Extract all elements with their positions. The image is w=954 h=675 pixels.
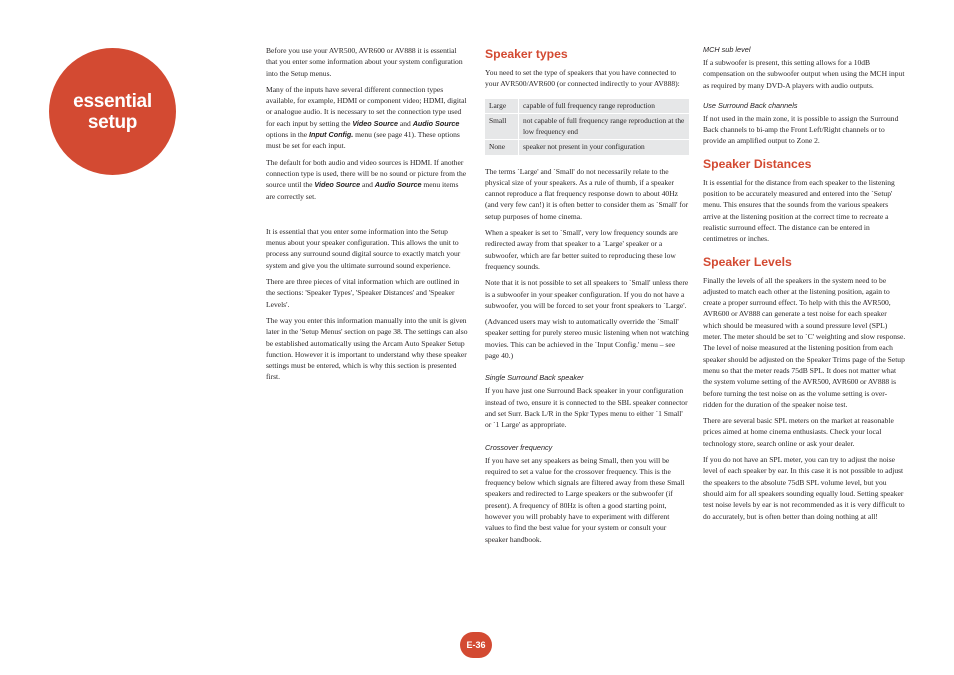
table-cell-type: Small: [485, 114, 519, 139]
table-cell-type: None: [485, 140, 519, 155]
heading-speaker-distances: Speaker Distances: [703, 156, 812, 171]
paragraph: There are several basic SPL meters on the market at reasonable prices aimed at home cinema enthusiasts. Check your local technology store, search online or ask your dealer.: [703, 416, 894, 448]
section-title-line-1: essential: [73, 90, 152, 112]
paragraph: If you do not have an SPL meter, you can try to adjust the noise level of each speaker by ear. In this case it is not possible to adjust the speakers to the absolute 75dB SPL volume level, but you should aim for all speakers sounding equally loud. Setting speaker test noise levels by ear is not recommended as it is very difficult to do accurately, but is often better than doing nothing at all!: [703, 455, 905, 521]
section-badge: [49, 48, 176, 175]
paragraph: The way you enter this information manually into the unit is given later in the 'Setup Menus' section on page 38. The settings can also be established automatically using the Arcam Auto Speaker Setup function. However it is important to understand why these speaker settings must be entered, which is why this section is presented first.: [266, 315, 468, 382]
subheading-crossover-frequency: Crossover frequency: [485, 442, 553, 452]
table-cell-description: speaker not present in your configuration: [519, 140, 689, 155]
heading-speaker-levels: Speaker Levels: [703, 254, 792, 269]
paragraph: There are three pieces of vital information which are outlined in the sections: 'Speaker Types', 'Speaker Distances' and 'Speaker Levels'.: [266, 277, 460, 309]
paragraph: If a subwoofer is present, this setting allows for a 10dB compensation on the subwoofer output when using the MCH input as required by many DVD-A players with audio outputs.: [703, 58, 905, 90]
table-cell-description: not capable of full frequency range reproduction at the low frequency end: [519, 114, 689, 139]
paragraph: (Advanced users may wish to automatically override the `Small' speaker setting for purely stereo music listening when not watching movies. This can be achieved in the `Input Config.' menu – see page 40.): [485, 317, 689, 361]
subheading-single-surround-back: Single Surround Back speaker: [485, 373, 584, 383]
paragraph: Finally the levels of all the speakers in the system need to be adjusted to match each other at the listening position, again to create a proper surround effect. To help with this the AVR500, AVR600 or AV888 can generate a test noise for each speaker which should be measured with a sound pressure level (SPL) meter. The meter should be set to `C' weighting and slow response. The level of noise measured at the listening position from each speaker should be adjusted on the Speaker Trims page of the Setup menu so that the meter reads 75dB SPL. It does not matter what the system volume setting of the AVR500, AVR600 or AV888 is before turning the test noise on as the volume setting is over-ridden for the duration of the speaker noise test.: [703, 275, 906, 409]
table-row: [485, 114, 689, 139]
subheading-mch-sub-level: MCH sub level: [703, 45, 751, 54]
paragraph: If you have just one Surround Back speaker in your configuration instead of two, ensure it is connected to the SBL speaker connector and set Surr. Back L/R in the Spkr Types menu to either `1 Small' or `1 Large' as appropriate.: [485, 386, 688, 430]
heading-speaker-types: Speaker types: [485, 47, 568, 61]
column-middle: [485, 47, 689, 550]
page-number-badge: E-36: [460, 632, 492, 658]
table-cell-description: capable of full frequency range reproduction: [519, 99, 689, 114]
paragraph: You need to set the type of speakers that you have connected to your AVR500/AVR600 (or connected indirectly to your AV888):: [485, 68, 680, 89]
column-right: [703, 45, 906, 527]
table-row: [485, 99, 689, 114]
column-left: [266, 45, 468, 388]
speaker-types-table: [485, 98, 689, 156]
subheading-surround-back-channels: Use Surround Back channels: [703, 100, 798, 110]
table-cell-type: Large: [485, 99, 519, 114]
table-row: [485, 140, 689, 155]
paragraph: Note that it is not possible to set all speakers to `Small' unless there is a subwoofer in your speaker configuration. If you do not have a subwoofer, you will be forced to set your front speakers to `Large'.: [485, 278, 689, 310]
paragraph: Many of the inputs have several different connection types available, for example, HDMI or component video; HDMI, digital or analogue audio. It is necessary to set the connection type used for each input by setting the Video Source and Audio Source options in the Input Config. menu (see page 41). These options must be set for each input.: [266, 84, 467, 151]
paragraph: If you have set any speakers as being Small, then you will be required to set a value for the crossover frequency. This is the frequency below which signals are filtered away from these Small speakers and redirected to Large speakers or the subwoofer (if present). A frequency of 80Hz is often a good starting point, however you will probably have to experiment with different values to find the best value for your system or consult your speaker handbook.: [485, 455, 685, 544]
paragraph: The default for both audio and video sources is HDMI. If another connection type is used, there will be no sound or picture from the source until the Video Source and Audio Source menu items are correctly set.: [266, 157, 467, 201]
paragraph: It is essential for the distance from each speaker to the listening position to be accurately measured and entered into the `Setup' menu. This ensures that the sounds from the various speakers arrive at the listening position at the correct time to recreate a realistic surround effect. The distance can be entered in centimetres or inches.: [703, 177, 895, 244]
paragraph: The terms `Large' and `Small' do not necessarily relate to the physical size of your speakers. As a rule of thumb, if a speaker cannot reproduce a flat frequency response down to about 40Hz (and very few can!) it is often better to consider them as `Small' for setup purposes of home cinema.: [485, 166, 689, 221]
paragraph: It is essential that you enter some information into the Setup menus about your speaker configuration. This allows the unit to process any surround sound digital source to exactly match your system and give you the ultimate surround sound experience.: [266, 226, 461, 270]
paragraph: If not used in the main zone, it is possible to assign the Surround Back channels to bi-amp the Front Left/Right channels or to provide an amplified output to Zone 2.: [703, 113, 899, 146]
paragraph: When a speaker is set to `Small', very low frequency sounds are redirected away from that speaker to a `Large' speaker or a subwoofer, which are far better suited to reproducing these low frequency sounds.: [485, 228, 678, 271]
section-title-line-2: setup: [87, 111, 138, 133]
paragraph: Before you use your AVR500, AVR600 or AV888 it is essential that you enter some information about your system configuration into the Setup menus.: [266, 46, 463, 78]
